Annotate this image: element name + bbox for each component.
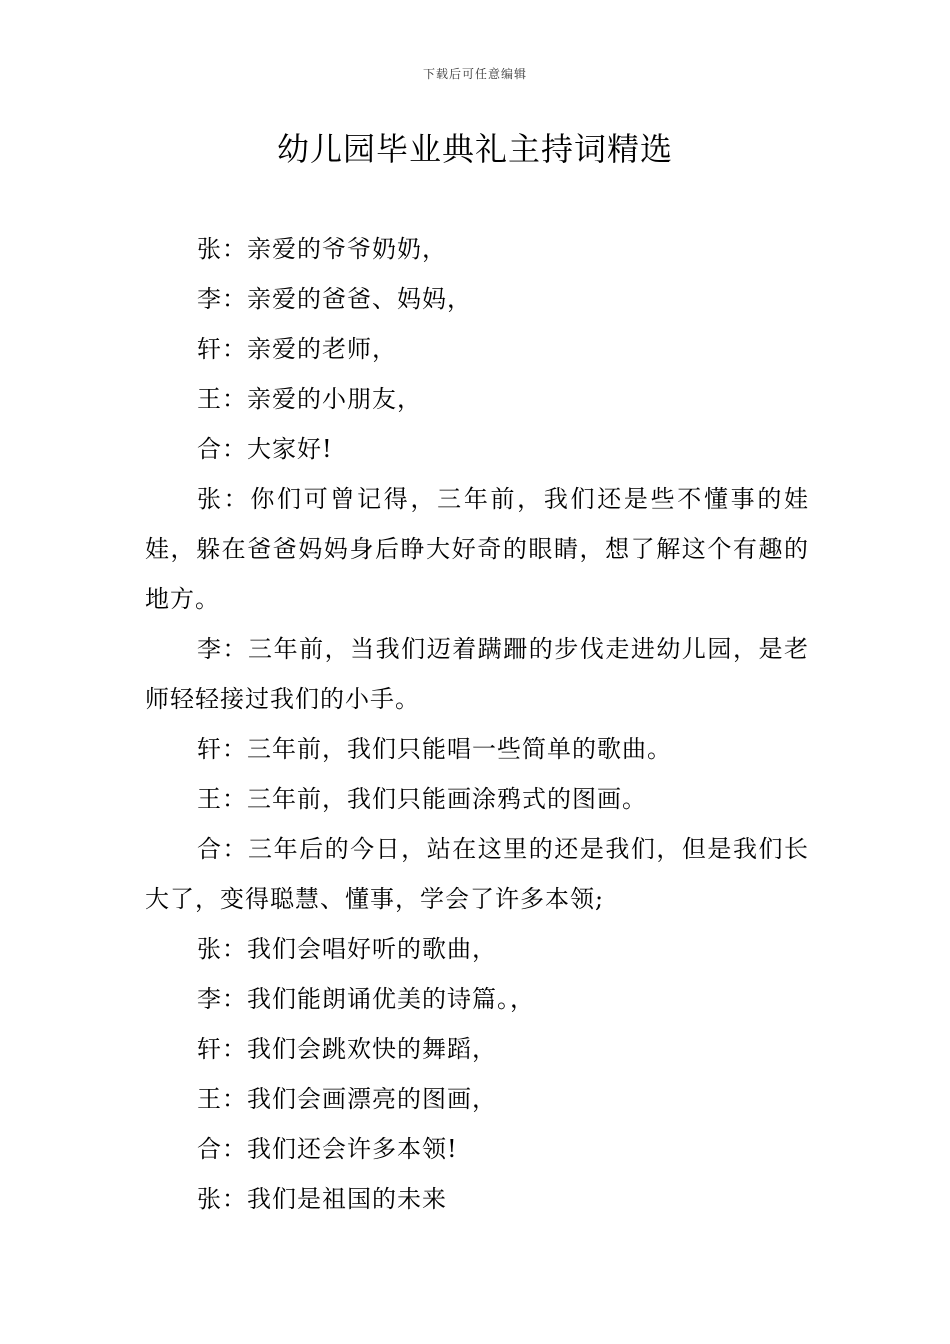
paragraph: 轩：我们会跳欢快的舞蹈，: [197, 1035, 497, 1063]
paragraph: 合：大家好!: [197, 435, 333, 463]
paragraph: 张：亲爱的爷爷奶奶，: [197, 235, 447, 263]
paragraph: 张：你们可曾记得，三年前，我们还是些不懂事的娃娃，躲在爸爸妈妈身后睁大好奇的眼睛，想了解这个有趣的地方。: [145, 485, 809, 613]
paragraph: 王：三年前，我们只能画涂鸦式的图画。: [197, 785, 647, 813]
document-title: 幼儿园毕业典礼主持词精选: [276, 130, 673, 168]
paragraph: 王：亲爱的小朋友，: [197, 385, 422, 413]
paragraph: 轩：三年前，我们只能唱一些简单的歌曲。: [197, 735, 672, 763]
paragraph: 李：我们能朗诵优美的诗篇。，: [197, 985, 535, 1013]
paragraph: 合：三年后的今日，站在这里的还是我们，但是我们长大了，变得聪慧、懂事，学会了许多本领;: [145, 835, 809, 913]
paragraph: 李：三年前，当我们迈着蹒跚的步伐走进幼儿园，是老师轻轻接过我们的小手。: [145, 635, 809, 713]
document-body: [145, 224, 809, 1224]
paragraph: 李：亲爱的爸爸、妈妈，: [197, 285, 472, 313]
paragraph: 张：我们是祖国的未来: [197, 1185, 447, 1213]
paragraph: 轩：亲爱的老师，: [197, 335, 397, 363]
paragraph: 王：我们会画漂亮的图画，: [197, 1085, 497, 1113]
header-note: 下载后可任意编辑: [422, 67, 527, 81]
paragraph: 合：我们还会许多本领!: [197, 1135, 458, 1163]
paragraph: 张：我们会唱好听的歌曲，: [197, 935, 497, 963]
